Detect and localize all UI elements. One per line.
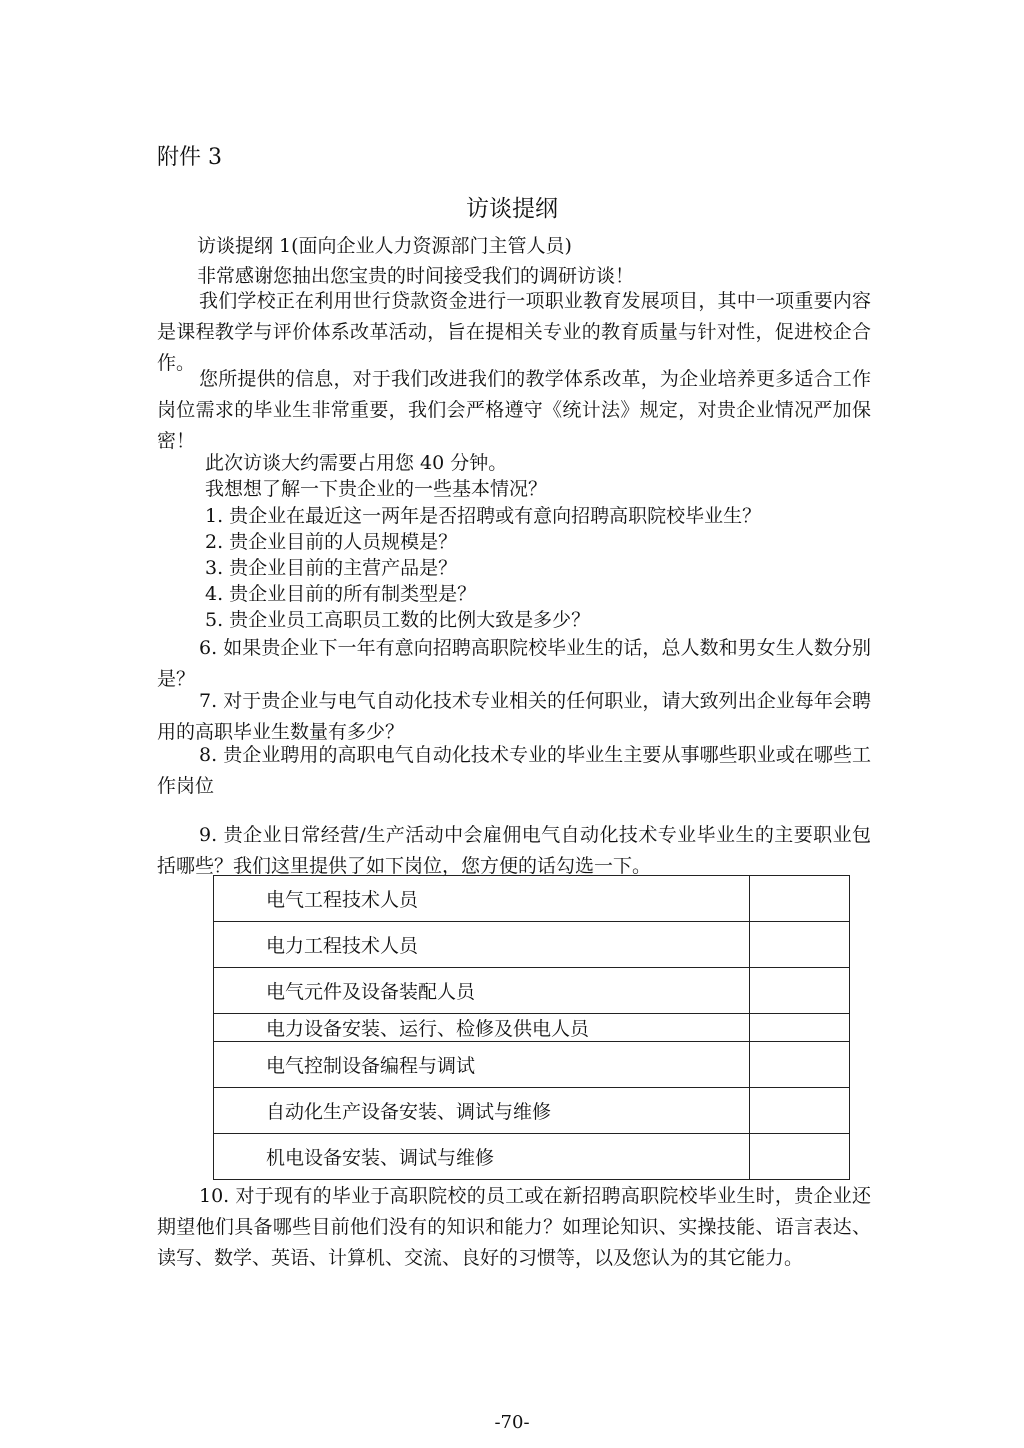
table-row (214, 1134, 850, 1180)
intro-paragraph-1: 我们学校正在利用世行贷款资金进行一项职业教育发展项目，其中一项重要内容是课程教学与评价体系改革活动，旨在提相关专业的教育质量与针对性，促进校企合作。 (157, 290, 871, 374)
table-row (214, 922, 850, 968)
checkbox-cell[interactable] (750, 1088, 850, 1134)
question-3: 3. 贵企业目前的主营产品是？ (205, 557, 458, 579)
table-row (214, 1088, 850, 1134)
attachment-label: 附件 3 (157, 145, 222, 170)
table-row (214, 1014, 850, 1042)
question-1: 1. 贵企业在最近这一两年是否招聘或有意向招聘高职院校毕业生？ (205, 505, 762, 527)
job-name: 电气工程技术人员 (214, 876, 750, 922)
document-title: 访谈提纲 (466, 196, 558, 222)
checkbox-cell[interactable] (750, 922, 850, 968)
page-number: -70- (494, 1412, 530, 1433)
table-row (214, 876, 850, 922)
job-name: 自动化生产设备安装、调试与维修 (214, 1088, 750, 1134)
question-10: 10. 对于现有的毕业于高职院校的员工或在新招聘高职院校毕业生时，贵企业还期望他们具备哪些目前他们没有的知识和能力？如理论知识、实操技能、语言表达、读写、数学、英语、计算机、交流、良好的习惯等，以及您认为的其它能力。 (157, 1185, 871, 1269)
question-8: 8. 贵企业聘用的高职电气自动化技术专业的毕业生主要从事哪些职业或在哪些工作岗位 (157, 744, 871, 797)
table-row (214, 968, 850, 1014)
job-name: 电气控制设备编程与调试 (214, 1042, 750, 1088)
question-9: 9. 贵企业日常经营/生产活动中会雇佣电气自动化技术专业毕业生的主要职业包括哪些？我们这里提供了如下岗位，您方便的话勾选一下。 (157, 824, 871, 877)
intro-paragraph-2: 您所提供的信息，对于我们改进我们的教学体系改革，为企业培养更多适合工作岗位需求的毕业生非常重要，我们会严格遵守《统计法》规定，对贵企业情况严加保密！ (157, 368, 871, 452)
checkbox-cell[interactable] (750, 876, 850, 922)
table-row (214, 1042, 850, 1088)
job-name: 电力设备安装、运行、检修及供电人员 (214, 1014, 750, 1042)
question-4: 4. 贵企业目前的所有制类型是？ (205, 583, 477, 605)
job-name: 机电设备安装、调试与维修 (214, 1134, 750, 1180)
question-7: 7. 对于贵企业与电气自动化技术专业相关的任何职业，请大致列出企业每年会聘用的高职毕业生数量有多少？ (157, 690, 871, 743)
question-5: 5. 贵企业员工高职员工数的比例大致是多少？ (205, 609, 591, 631)
checkbox-cell[interactable] (750, 1014, 850, 1042)
checkbox-cell[interactable] (750, 1134, 850, 1180)
job-name: 电力工程技术人员 (214, 922, 750, 968)
job-positions-table (213, 875, 850, 1180)
checkbox-cell[interactable] (750, 968, 850, 1014)
duration-line: 此次访谈大约需要占用您 40 分钟。 (205, 452, 508, 474)
basic-intro-line: 我想想了解一下贵企业的一些基本情况？ (205, 478, 548, 500)
question-2: 2. 贵企业目前的人员规模是？ (205, 531, 458, 553)
thanks-line: 非常感谢您抽出您宝贵的时间接受我们的调研访谈！ (197, 265, 635, 287)
job-name: 电气元件及设备装配人员 (214, 968, 750, 1014)
question-6: 6. 如果贵企业下一年有意向招聘高职院校毕业生的话，总人数和男女生人数分别是？ (157, 637, 871, 690)
subtitle: 访谈提纲 1(面向企业人力资源部门主管人员) (197, 235, 572, 257)
checkbox-cell[interactable] (750, 1042, 850, 1088)
